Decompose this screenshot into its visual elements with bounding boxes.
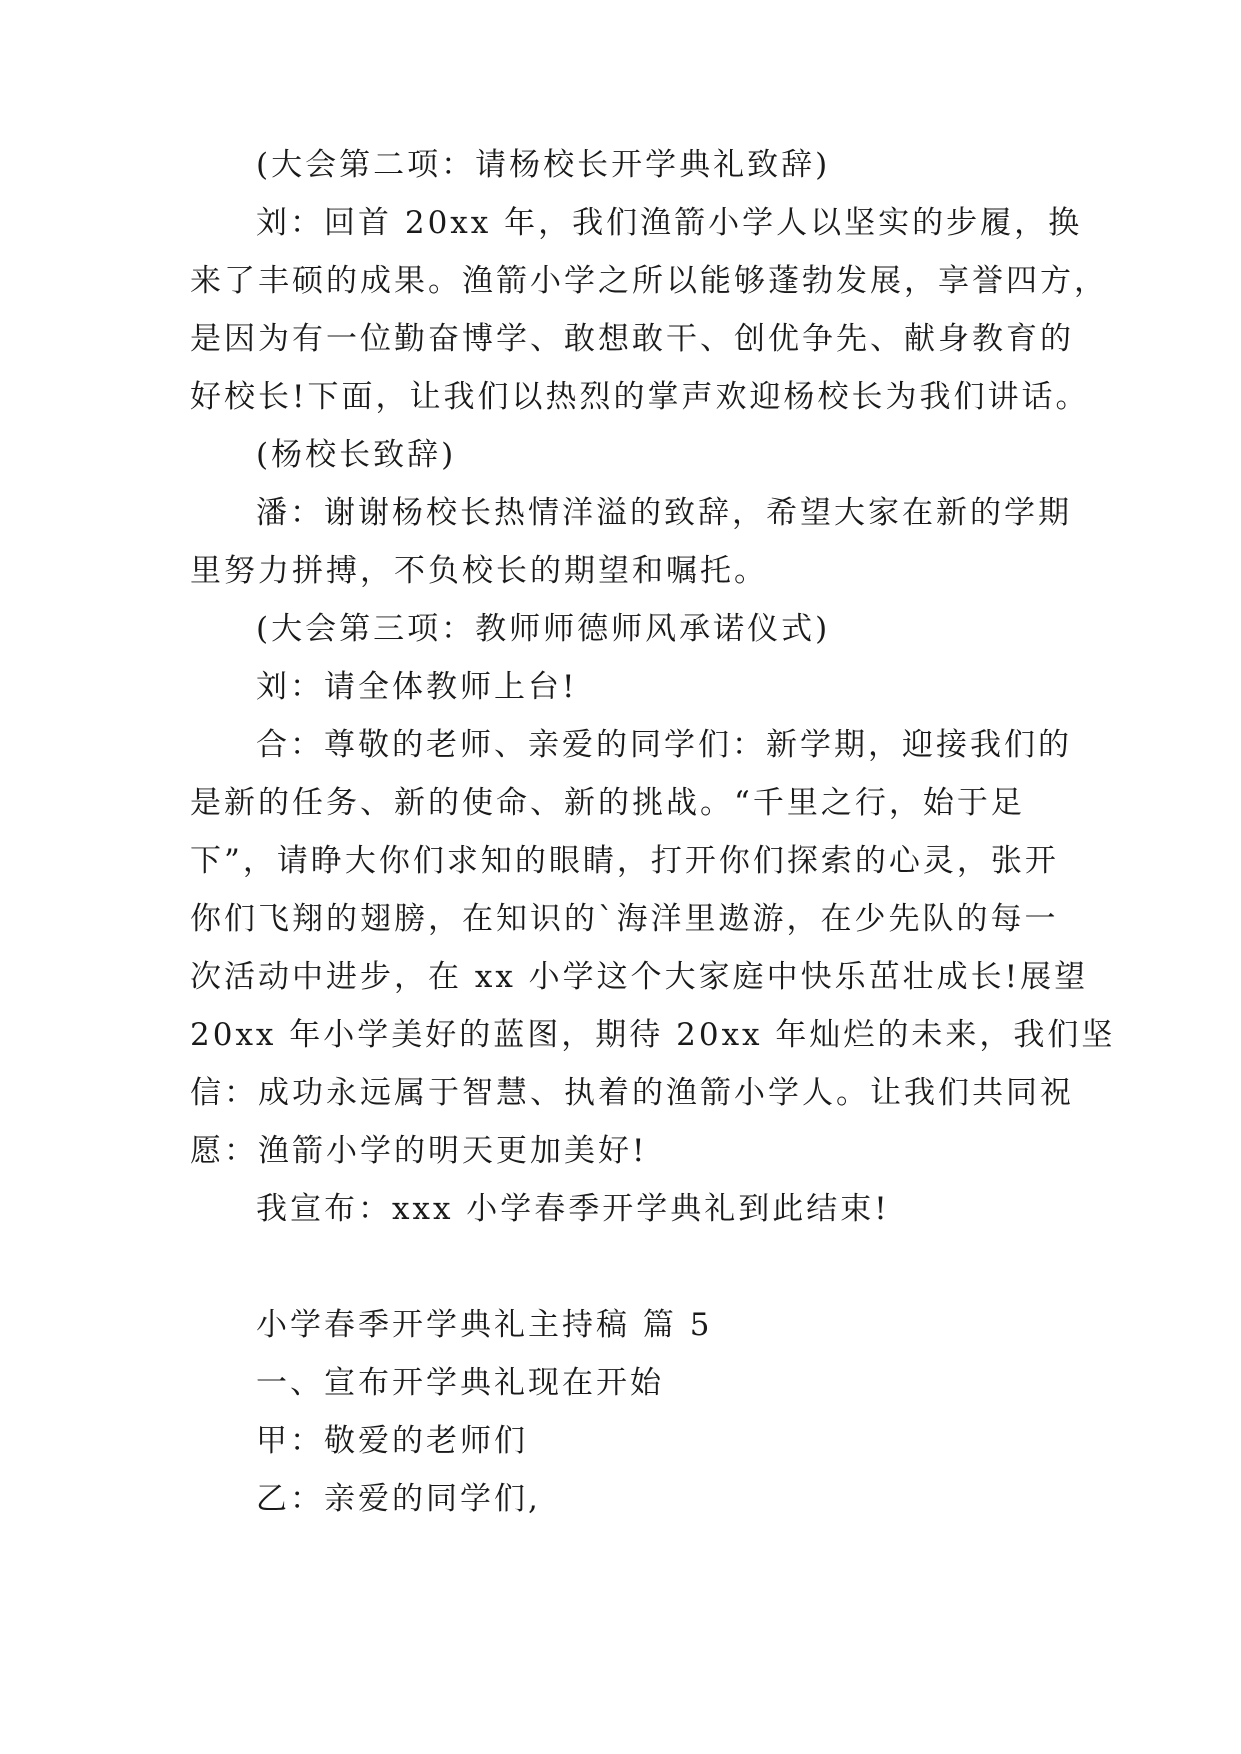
paragraph-line: 下”，请睁大你们求知的眼睛，打开你们探索的心灵，张开 [190,843,1059,879]
liu-intro-paragraph [190,194,1108,426]
section-gap [190,1238,1060,1296]
paragraph-line: 愿：渔箭小学的明天更加美好! [190,1133,648,1169]
paragraph-line: 合：尊敬的老师、亲爱的同学们：新学期，迎接我们的 [256,727,1072,763]
section5-yi-line: 乙：亲爱的同学们, [256,1481,541,1517]
paragraph-line: 来了丰硕的成果。渔箭小学之所以能够蓬勃发展，享誉四方， [190,263,1108,299]
pan-thanks-paragraph [190,484,1072,600]
paragraph-line: 是因为有一位勤奋博学、敢想敢干、创优争先、献身教育的 [190,321,1074,357]
paragraph-line: 好校长!下面，让我们以热烈的掌声欢迎杨校长为我们讲话。 [190,379,1090,415]
section5-title: 小学春季开学典礼主持稿 篇 5 [256,1307,713,1343]
paragraph-line: 信：成功永远属于智慧、执着的渔箭小学人。让我们共同祝 [190,1075,1074,1111]
principal-speech-note: (杨校长致辞) [256,437,457,473]
closing-announcement: 我宣布：xxx 小学春季开学典礼到此结束! [256,1191,890,1227]
item2-heading: (大会第二项：请杨校长开学典礼致辞) [256,147,831,183]
paragraph-line: 刘：回首 20xx 年，我们渔箭小学人以坚实的步履，换 [256,205,1083,241]
paragraph-line: 次活动中进步，在 xx 小学这个大家庭中快乐茁壮成长!展望 [190,959,1089,995]
paragraph-line: 你们飞翔的翅膀，在知识的`海洋里遨游，在少先队的每一 [190,901,1059,937]
item3-heading: (大会第三项：教师师德师风承诺仪式) [256,611,831,647]
section5-item1: 一、宣布开学典礼现在开始 [256,1365,664,1401]
paragraph-line: 里努力拼搏，不负校长的期望和嘱托。 [190,553,768,589]
paragraph-line: 潘：谢谢杨校长热情洋溢的致辞，希望大家在新的学期 [256,495,1072,531]
together-paragraph [190,716,1116,1180]
document-body [190,136,1116,1528]
liu-invite-line: 刘：请全体教师上台! [256,669,578,705]
paragraph-line: 是新的任务、新的使命、新的挑战。“千里之行，始于足 [190,785,1025,821]
paragraph-line: 20xx 年小学美好的蓝图，期待 20xx 年灿烂的未来，我们坚 [190,1017,1116,1053]
section5-jia-line: 甲：敬爱的老师们 [256,1423,528,1459]
